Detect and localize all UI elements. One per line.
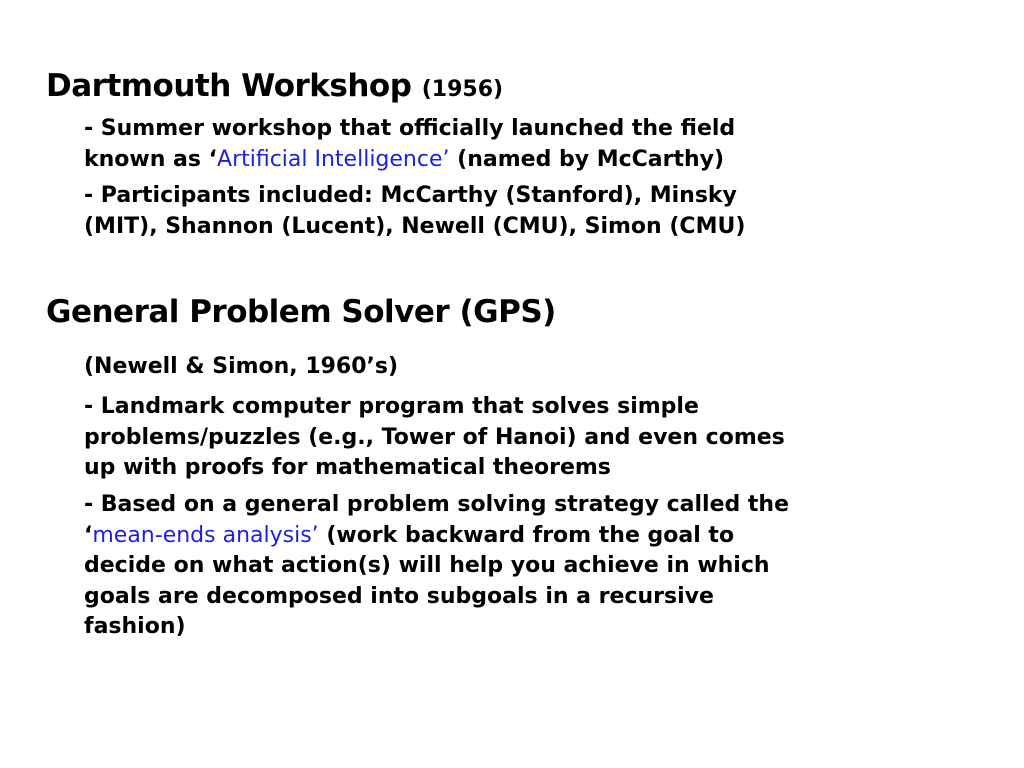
mean-ends-analysis-term: mean-ends analysis’ — [92, 522, 319, 548]
gps-bullet-2 — [84, 490, 984, 643]
gps-title: General Problem Solver (GPS) — [46, 294, 556, 330]
dartmouth-bullet-2-line-2: (MIT), Shannon (Lucent), Newell (CMU), Simon (CMU) — [84, 213, 746, 239]
dartmouth-year: (1956) — [421, 77, 504, 102]
dartmouth-bullet-2-line-1: - Participants included: McCarthy (Stanford), Minsky — [84, 183, 737, 208]
dartmouth-heading — [46, 68, 503, 108]
gps-bullet-1-line-1: - Landmark computer program that solves simple — [84, 394, 699, 419]
gps-bullet-2-line-3: decide on what action(s) will help you achieve in which — [84, 553, 770, 578]
gps-attribution — [84, 352, 984, 383]
gps-bullet-1 — [84, 392, 984, 484]
gps-bullet-2-line-2-post: (work backward from the goal to — [318, 522, 735, 548]
gps-heading — [46, 294, 556, 330]
dartmouth-bullet-1-line-2-post: (named by McCarthy) — [449, 146, 725, 172]
dartmouth-title: Dartmouth Workshop — [46, 68, 412, 104]
gps-bullet-2-line-5: fashion) — [84, 614, 186, 639]
gps-bullet-2-line-4: goals are decomposed into subgoals in a recursive — [84, 583, 714, 609]
gps-attribution-text: (Newell & Simon, 1960’s) — [84, 354, 399, 379]
gps-bullet-1-line-2: problems/puzzles (e.g., Tower of Hanoi) and even comes — [84, 424, 785, 450]
dartmouth-bullet-1 — [84, 114, 984, 175]
dartmouth-bullet-1-line-2-pre: known as ‘ — [84, 146, 218, 172]
artificial-intelligence-term: Artificial Intelligence’ — [217, 146, 450, 172]
dartmouth-bullet-1-line-1: - Summer workshop that officially launched the field — [84, 116, 736, 141]
dartmouth-bullet-2 — [84, 181, 984, 242]
gps-bullet-1-line-3: up with proofs for mathematical theorems — [84, 455, 611, 480]
gps-bullet-2-line-2-pre: ‘ — [84, 522, 93, 548]
gps-bullet-2-line-1: - Based on a general problem solving strategy called the — [84, 492, 790, 517]
